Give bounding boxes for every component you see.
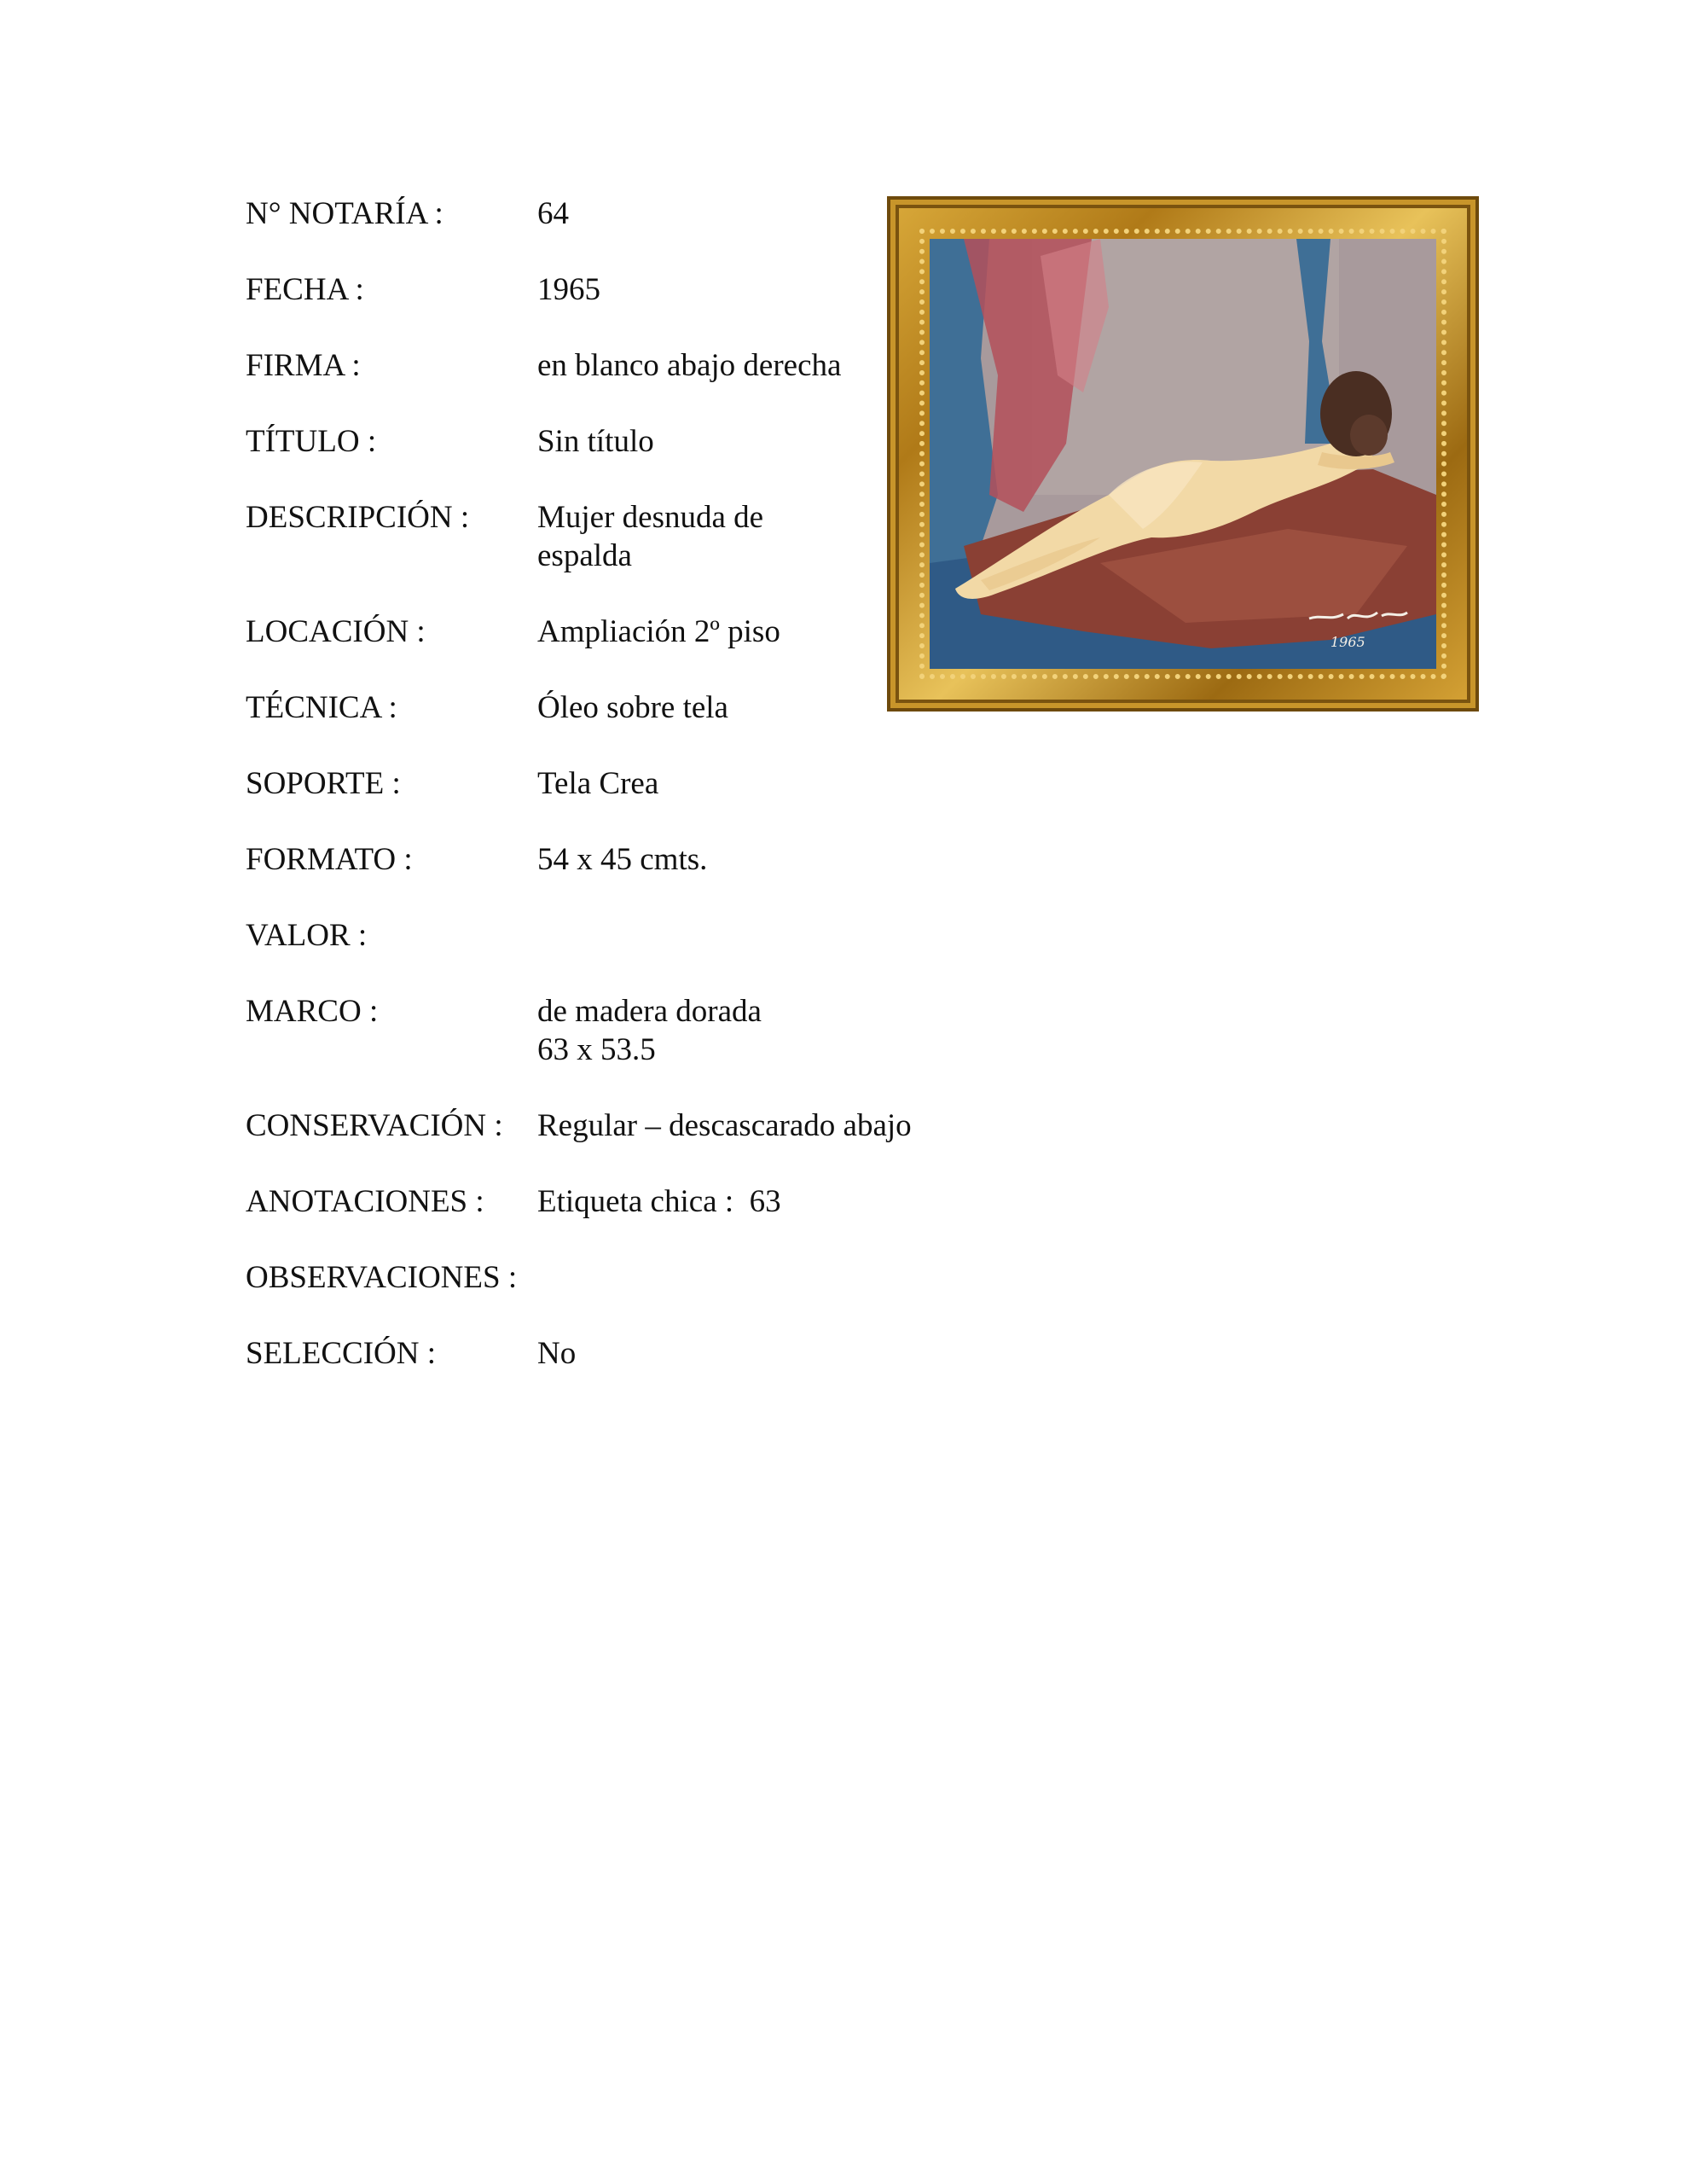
field-value [537, 195, 945, 233]
field-value [537, 1107, 945, 1145]
field-seleccion [246, 1334, 945, 1373]
field-value [537, 346, 945, 385]
field-label: FIRMA : [246, 348, 361, 383]
field-value-line: 64 [537, 196, 569, 231]
field-value-line: espalda [537, 538, 632, 573]
field-value [537, 764, 945, 803]
field-value-line: No [537, 1336, 577, 1371]
field-value-line: en blanco abajo derecha [537, 348, 842, 383]
field-valor [246, 916, 945, 955]
field-value [537, 1334, 945, 1373]
field-value-line: 54 x 45 cmts. [537, 842, 708, 877]
field-value-line: Óleo sobre tela [537, 690, 728, 725]
field-value-line: Ampliación 2º piso [537, 614, 780, 649]
field-label: TÍTULO : [246, 424, 377, 459]
field-label: MARCO : [246, 994, 379, 1029]
field-value [537, 270, 945, 309]
field-descripcion [246, 498, 945, 575]
field-value-line: de madera dorada [537, 994, 762, 1029]
field-value-line: Mujer desnuda de [537, 500, 764, 535]
field-notaria [246, 195, 945, 233]
field-value-line: Regular – descascarado abajo [537, 1108, 912, 1143]
field-value [537, 1182, 945, 1221]
painting-photo [887, 196, 1479, 712]
field-fecha [246, 270, 945, 309]
field-value [537, 992, 945, 1069]
field-conservacion [246, 1107, 945, 1145]
field-label: VALOR : [246, 918, 368, 953]
field-value-line: Sin título [537, 424, 654, 459]
field-value [537, 840, 945, 879]
field-observaciones [246, 1258, 945, 1297]
field-label: SELECCIÓN : [246, 1336, 437, 1371]
field-marco [246, 992, 945, 1069]
field-tecnica [246, 688, 945, 727]
field-titulo [246, 422, 945, 461]
field-label: FORMATO : [246, 842, 413, 877]
field-label: CONSERVACIÓN : [246, 1108, 503, 1143]
field-label: FECHA : [246, 272, 364, 307]
field-anotaciones [246, 1182, 945, 1221]
field-locacion [246, 613, 945, 651]
catalog-fields [246, 195, 945, 1410]
field-value [537, 613, 945, 651]
field-value [537, 1258, 945, 1297]
signature-year: 1965 [1330, 634, 1365, 650]
field-label: TÉCNICA : [246, 690, 397, 725]
field-label: ANOTACIONES : [246, 1184, 484, 1219]
field-formato [246, 840, 945, 879]
field-value-line: 1965 [537, 272, 600, 307]
painting-canvas [930, 239, 1436, 669]
field-value-line: Tela Crea [537, 766, 659, 801]
field-value [537, 422, 945, 461]
field-label: SOPORTE : [246, 766, 401, 801]
field-value [537, 688, 945, 727]
field-label: DESCRIPCIÓN : [246, 500, 470, 535]
field-value-line: 63 x 53.5 [537, 1032, 656, 1067]
field-value-line: Etiqueta chica : 63 [537, 1184, 781, 1219]
field-firma [246, 346, 945, 385]
field-value [537, 916, 945, 955]
field-label: OBSERVACIONES : [246, 1260, 518, 1295]
field-label: N° NOTARÍA : [246, 196, 443, 231]
field-soporte [246, 764, 945, 803]
figure-face-shadow [1350, 415, 1388, 456]
field-label: LOCACIÓN : [246, 614, 426, 649]
reclining-nude-painting [930, 239, 1436, 669]
field-value [537, 498, 945, 575]
